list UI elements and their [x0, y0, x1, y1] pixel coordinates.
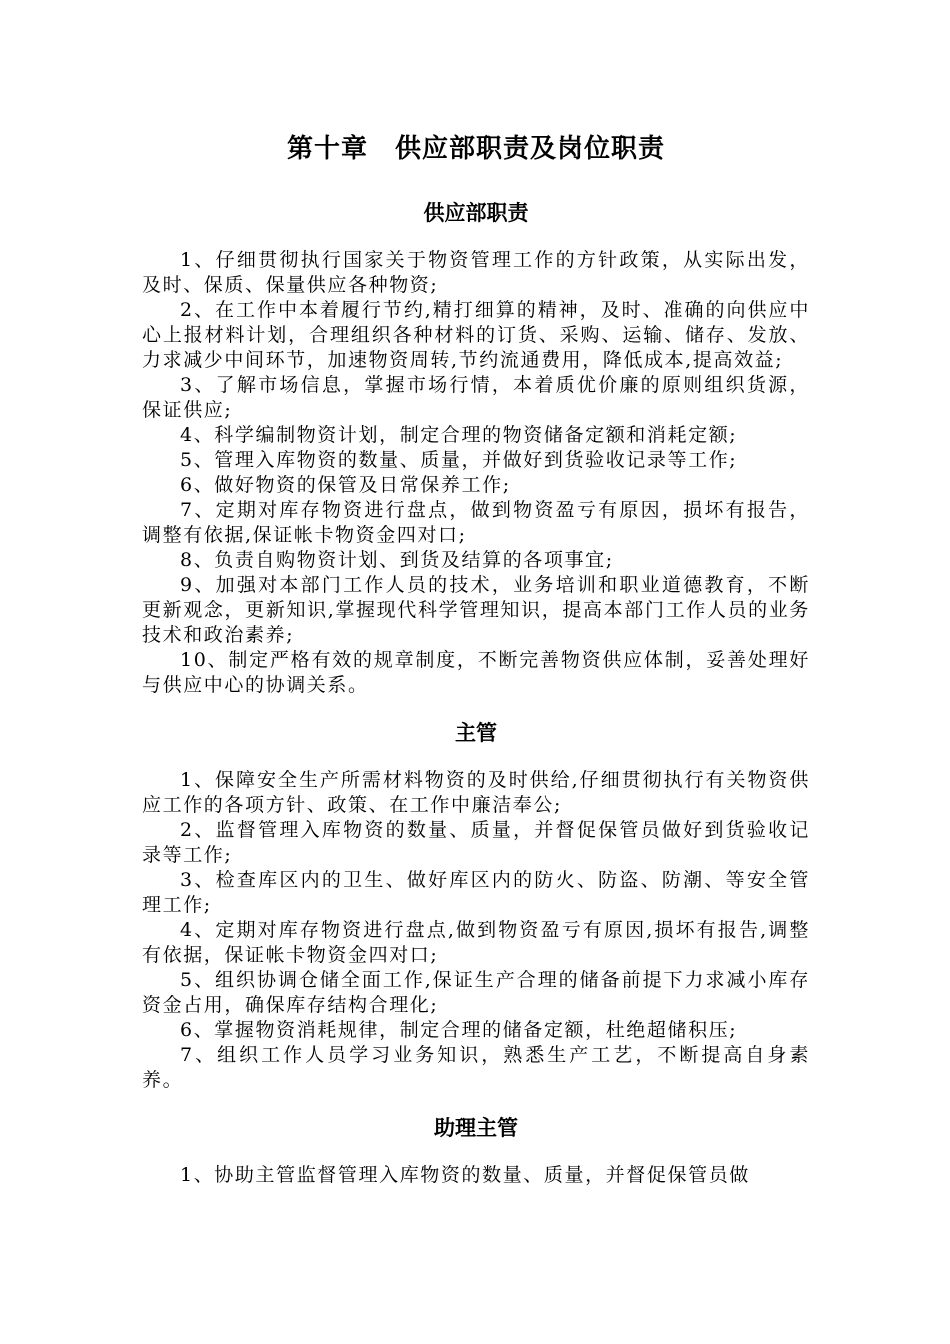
duty-item: 1、仔细贯彻执行国家关于物资管理工作的方针政策，从实际出发，及时、保质、保量供应各种物资; — [142, 249, 810, 296]
document-page — [142, 128, 810, 1188]
section-assistant-supervisor — [142, 1111, 810, 1188]
section-title: 主管 — [455, 721, 497, 745]
section-title: 助理主管 — [434, 1116, 518, 1140]
duty-item: 3、了解市场信息，掌握市场行情，本着质优价廉的原则组织货源，保证供应; — [142, 374, 810, 421]
duty-item: 2、监督管理入库物资的数量、质量，并督促保管员做好到货验收记录等工作; — [142, 819, 810, 866]
duty-item: 7、定期对库存物资进行盘点，做到物资盈亏有原因，损坏有报告，调整有依据,保证帐卡物资金四对口; — [142, 499, 810, 546]
duty-item: 9、加强对本部门工作人员的技术，业务培训和职业道德教育，不断更新观念，更新知识,掌握现代科学管理知识，提高本部门工作人员的业务技术和政治素养; — [142, 574, 810, 646]
chapter-title: 第十章 供应部职责及岗位职责 — [286, 134, 665, 164]
duty-item: 5、组织协调仓储全面工作,保证生产合理的储备前提下力求减小库存资金占用，确保库存结构合理化; — [142, 969, 810, 1016]
duty-item: 6、做好物资的保管及日常保养工作; — [180, 474, 511, 496]
duty-item: 5、管理入库物资的数量、质量，并做好到货验收记录等工作; — [180, 449, 738, 471]
duty-item: 4、科学编制物资计划，制定合理的物资储备定额和消耗定额; — [180, 424, 738, 446]
duty-item: 1、保障安全生产所需材料物资的及时供给,仔细贯彻执行有关物资供应工作的各项方针、政策、在工作中廉洁奉公; — [142, 769, 810, 816]
duty-item: 4、定期对库存物资进行盘点,做到物资盈亏有原因,损坏有报告,调整有依据，保证帐卡物资金四对口; — [142, 919, 810, 966]
duty-item: 8、负责自购物资计划、到货及结算的各项事宜; — [180, 549, 614, 571]
duty-item: 1、协助主管监督管理入库物资的数量、质量，并督促保管员做 — [180, 1164, 750, 1186]
section-title: 供应部职责 — [423, 201, 529, 225]
duty-item: 10、制定严格有效的规章制度，不断完善物资供应体制，妥善处理好与供应中心的协调关系。 — [142, 649, 810, 696]
duty-item: 3、检查库区内的卫生、做好库区内的防火、防盗、防潮、等安全管理工作; — [142, 869, 810, 916]
section-supply-dept-duties — [142, 196, 810, 698]
duty-item: 2、在工作中本着履行节约,精打细算的精神，及时、准确的向供应中心上报材料计划，合理组织各种材料的订货、采购、运输、储存、发放、力求减少中间环节，加速物资周转,节约流通费用，降低成本,提高效益; — [142, 299, 810, 371]
duty-item: 7、组织工作人员学习业务知识，熟悉生产工艺，不断提高自身素养。 — [142, 1044, 810, 1091]
section-supervisor — [142, 716, 810, 1093]
duty-item: 6、掌握物资消耗规律，制定合理的储备定额，杜绝超储积压; — [180, 1019, 738, 1041]
